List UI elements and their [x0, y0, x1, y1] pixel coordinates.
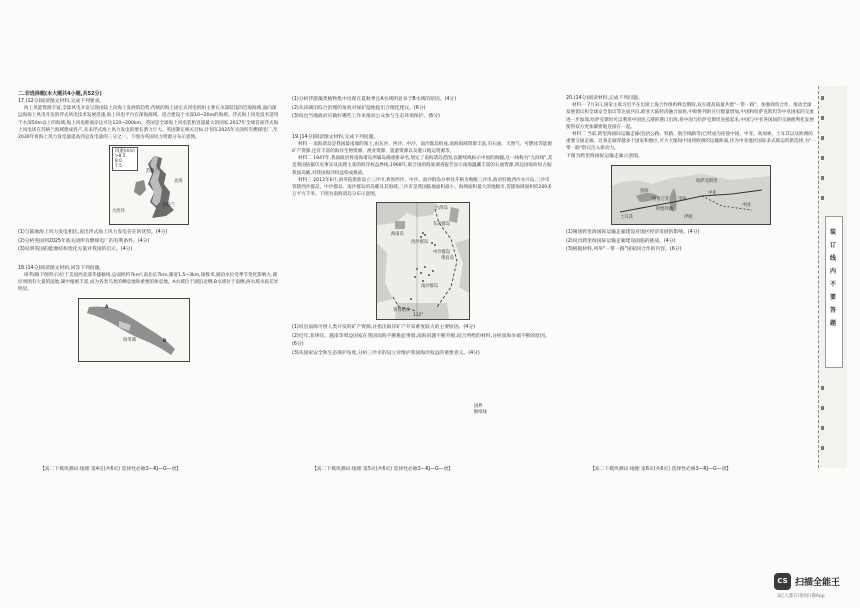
scs-label-zengmu: 曾母暗沙: [393, 308, 411, 314]
map-legend: [112, 147, 138, 171]
corridor-label-georgia: 格鲁吉亚: [652, 197, 670, 203]
question-17-sub-1: (1)与陆地海上风力发电相比,说出浮式海上风力发电存在的优势。(4分): [18, 230, 168, 236]
question-20-sub-1: (1)阐述跨里海国际运输走廊建设对地区经济发展的影响。(4分): [566, 230, 700, 236]
scs-axis-label: 112°: [413, 313, 424, 319]
lake-label-name: 斑苇湖: [123, 337, 136, 343]
legend-item-2: 8.0: [115, 159, 122, 165]
uk-wind-map: [109, 145, 189, 225]
south-china-sea-map: [376, 202, 470, 320]
question-18-sub-3: (3)说出当地政府应做好哪些工作来推动公众参与生态环境保护。(6分): [292, 114, 440, 119]
page-6-footer: 【高二下模块测试·地理 第6页(共6页) 选择性必修3—RJ—G—唐】: [590, 467, 732, 472]
question-18-sub-1: (1)分析浮游藻类植物集中出现在夏秋季且A水域明显多于B水域的原因。(4分): [292, 97, 457, 102]
watermark-name: 扫描全能王: [795, 578, 841, 588]
question-20-sub-2: (2)说出跨里海国际运输走廊建设面临的挑战。(4分): [566, 238, 676, 244]
page-6: [566, 0, 816, 470]
binding-char-4: 内: [829, 268, 836, 275]
question-20-material-2: 材料二 当前,跨里海国际运输走廊(包括公路、铁路、航空线路等)已经成为连接中国、中亚、高加索、土耳其以及欧洲的重要交通走廊。这条走廊穿越多个国家和地区,可大大缩短中国到欧洲的运输距离,作为中亚地区国际多式联运的新选择,为"一带一路"倡议注入新动力。: [566, 132, 816, 152]
binding-char-5: 不: [829, 281, 836, 288]
corridor-label-turkey: 土耳其: [620, 215, 633, 221]
scs-label-xisha: 西沙群岛: [411, 240, 429, 246]
question-20-map-caption: 下图为跨里海国际运输走廊示意图。: [566, 153, 643, 159]
page-5-footer: 【高二下模块测试·地理 第5页(共6页) 选择性必修3—RJ—G—唐】: [312, 467, 454, 472]
binding-char-7: 答: [829, 307, 836, 314]
question-17-material: 海上风能资源丰富,全球风电开发呈现由陆上向海上发展的趋势,传统的海上固定式风电机组主要在水深较浅的近海海域,面向深远海海上风电开发的浮式风电技术发展迅速,海上风电平台在深海海域、适合建设于水深10~20m的海域。浮式海上风电技术适用于水深50m以上的海域,海上风电距离岸边可达120~200km。英国是全球海上风电装机容量最大的国家,2017年全球首座浮式海上风电场在苏格兰海域建成投产,未来浮式海上风力发电的增长潜力巨大。英国制定相关目标,计划在2025年关闭所有燃煤电厂,至2030年将海上风力发电量提高到总发电量的三分之一。下图为英国风力资源分布示意图。: [18, 106, 279, 141]
lake-map-drawing: [79, 299, 189, 361]
lake-map: [78, 298, 190, 362]
map-label-scotland: 苏格兰: [146, 169, 159, 175]
legend-item-3: 7.5: [115, 164, 122, 170]
corridor-label-iran: 伊朗: [684, 215, 693, 221]
question-18-title: 18.(14分)阅读图文材料,回答下列问题。: [18, 265, 105, 271]
corridor-label-black-sea: 黑海: [640, 189, 649, 195]
page-4-footer: 【高二下模块测试·地理 第4页(共6页) 选择性必修3—RJ—G—唐】: [40, 467, 182, 472]
scs-legend-border: 国界: [474, 404, 483, 409]
scs-label-huangyan: 黄岩岛: [441, 256, 454, 262]
question-19-sub-3: (3)从国家安全和生态保护角度,分析三沙市的设立对维护我国海洋权益的重要意义。(4分): [292, 350, 480, 356]
scs-legend: [474, 404, 487, 416]
question-19-sub-2: (2)近年,菲律宾、越南等周边国家在我国南海不断挑起事端,南海问题不断升级,结合所给的材料,分析南海争端不断的原因。(6分): [292, 333, 550, 348]
binding-label: [828, 226, 838, 330]
scs-legend-dashed: 断续线: [474, 410, 487, 415]
question-20-title: 20.(14分)阅读材料,完成下列问题。: [566, 96, 643, 101]
question-19-sub-1: (1)说出南海可供人类开发的矿产资源,并指出海洋矿产开采难度较大的主要原因。(4分): [292, 325, 476, 331]
legend-title: 风速(m/s): [115, 149, 135, 155]
camscanner-logo-icon: CS: [774, 573, 791, 590]
map-label-england: 英格兰: [162, 203, 175, 209]
binding-char-2: 订: [829, 242, 836, 249]
caspian-corridor-map: [611, 165, 771, 225]
question-19-material-2: 材料二 1947年,我国政府将南海诸岛所属岛礁重新命名,划定了南海诸岛范围,以断续线标示中国的海疆,这一线称为"九段线",其是我国依据历史事实及法理主张的海洋权益界线,1968年,联合国的海底调查报告显示南海蕴藏丰富的石油资源,周边国家纷纷占据我国岛礁,对我国海洋权益构成挑战。: [292, 156, 553, 176]
map-label-north-sea: 北海: [174, 179, 183, 185]
page-5: [292, 0, 554, 470]
question-19-title: 19.(14分)阅读图文材料,完成下列问题。: [292, 134, 379, 140]
corridor-label-azerbaijan: 阿塞拜疆: [656, 207, 674, 213]
binding-margin: [818, 86, 847, 468]
question-17-sub-2: (2)分析英国到2025年底关闭所有燃煤电厂的有利条件。(4分): [18, 238, 150, 244]
binding-char-6: 要: [829, 294, 836, 301]
lake-label-b: B: [163, 338, 167, 344]
lake-label-a: A: [105, 304, 109, 310]
question-17-title: 17.(12分)阅读图文材料,完成下列要求。: [18, 99, 105, 104]
question-19-material-1: 材料一 南海诸岛是我国最南端的领土,由东沙、西沙、中沙、南沙群岛组成,南海海域资源丰富,有石油、天然气、可燃冰等能源矿产资源,还有丰富的海洋生物资源、渔业资源、旅游资源以及港口航运资源等。: [292, 141, 552, 154]
binding-char-8: 题: [829, 320, 836, 327]
section-title: 二.非选择题(本大题共4小题,共52分): [18, 91, 102, 97]
page-4: [18, 0, 280, 470]
watermark-tagline: 3亿人都在用的扫描App: [777, 594, 825, 599]
question-18-sub-2: (2)从该湖泊综合治理的角度对保护湿地提出合理化建议。(6分): [292, 105, 426, 111]
scs-label-nansha: 南沙群岛: [421, 284, 439, 290]
question-17-sub-3: (3)说明英国的能源结构优化方案对我国的启示。(4分): [18, 247, 133, 253]
legend-item-1: >8.5: [115, 154, 126, 160]
scs-label-zhongsha: 中沙群岛: [433, 250, 451, 256]
corridor-label-central-asia: 中亚: [708, 191, 717, 197]
question-20-material-1: 材料一 7月3日,国家主席习近平在出席上海合作组织峰会期间,双方就高质量共建"一带一路"、加强商贸合作、推动全球发展倡议和全球安全倡议等达成共识,欧亚大陆经济融合加快,中欧班列的开行数量增加,中国和哈萨克斯坦等中亚国家的交流进一步加深,哈萨克斯坦可以利用中国连云港的港口出海,将中国与哈萨克斯坦连接起来,中国与中亚各国间的交通便利化发展使得双方更加紧密地连接在一起。: [566, 103, 814, 130]
corridor-label-china: 中国: [742, 203, 751, 209]
corridor-label-kazakhstan: 哈萨克斯坦: [696, 179, 718, 185]
scs-label-dongsha: 东沙群岛: [433, 222, 451, 228]
question-18-material: 斑苇湖(下图所示)位于美国西北部华盛顿州,总面积约7km²,南北长7km,湖宽1.5~3km,深数米,湖泊水位受季节变化影响大,湖岸周围有大量的湿地,湖中植被丰富,成为各类鸟类的栖息地和重要的休息地。A水域位于湖泊北侧,B水域位于南侧,两水域水质差异明显。: [18, 272, 279, 293]
binding-char-1: 装: [829, 229, 836, 236]
scs-label-taiwan: 台湾岛: [435, 206, 448, 212]
scanner-watermark: [774, 571, 854, 603]
scs-label-hainan: 海南岛: [391, 232, 404, 238]
question-20-sub-3: (3)根据材料,列举"一带一路"国家间合作的内容。(6分): [566, 247, 682, 253]
binding-char-3: 线: [829, 255, 836, 262]
question-19-material-3: 材料三 2012年6月,国务院批准设立三沙市,将原西沙、中沙、南沙群岛办事处升格为地级三沙市,政府驻地西沙永兴岛,三沙市管辖西沙群岛、中沙群岛、南沙群岛的岛礁及其海域,三沙市是我国陆地面积最小、海域面积最大的地级市,管辖海域面积约200多万平方千米。下图为南海诸岛分布示意图。: [292, 177, 552, 198]
scs-map-drawing: [377, 203, 469, 319]
corridor-label-caspian: 里海: [678, 197, 687, 203]
map-label-atlantic: 大西洋: [112, 209, 125, 215]
